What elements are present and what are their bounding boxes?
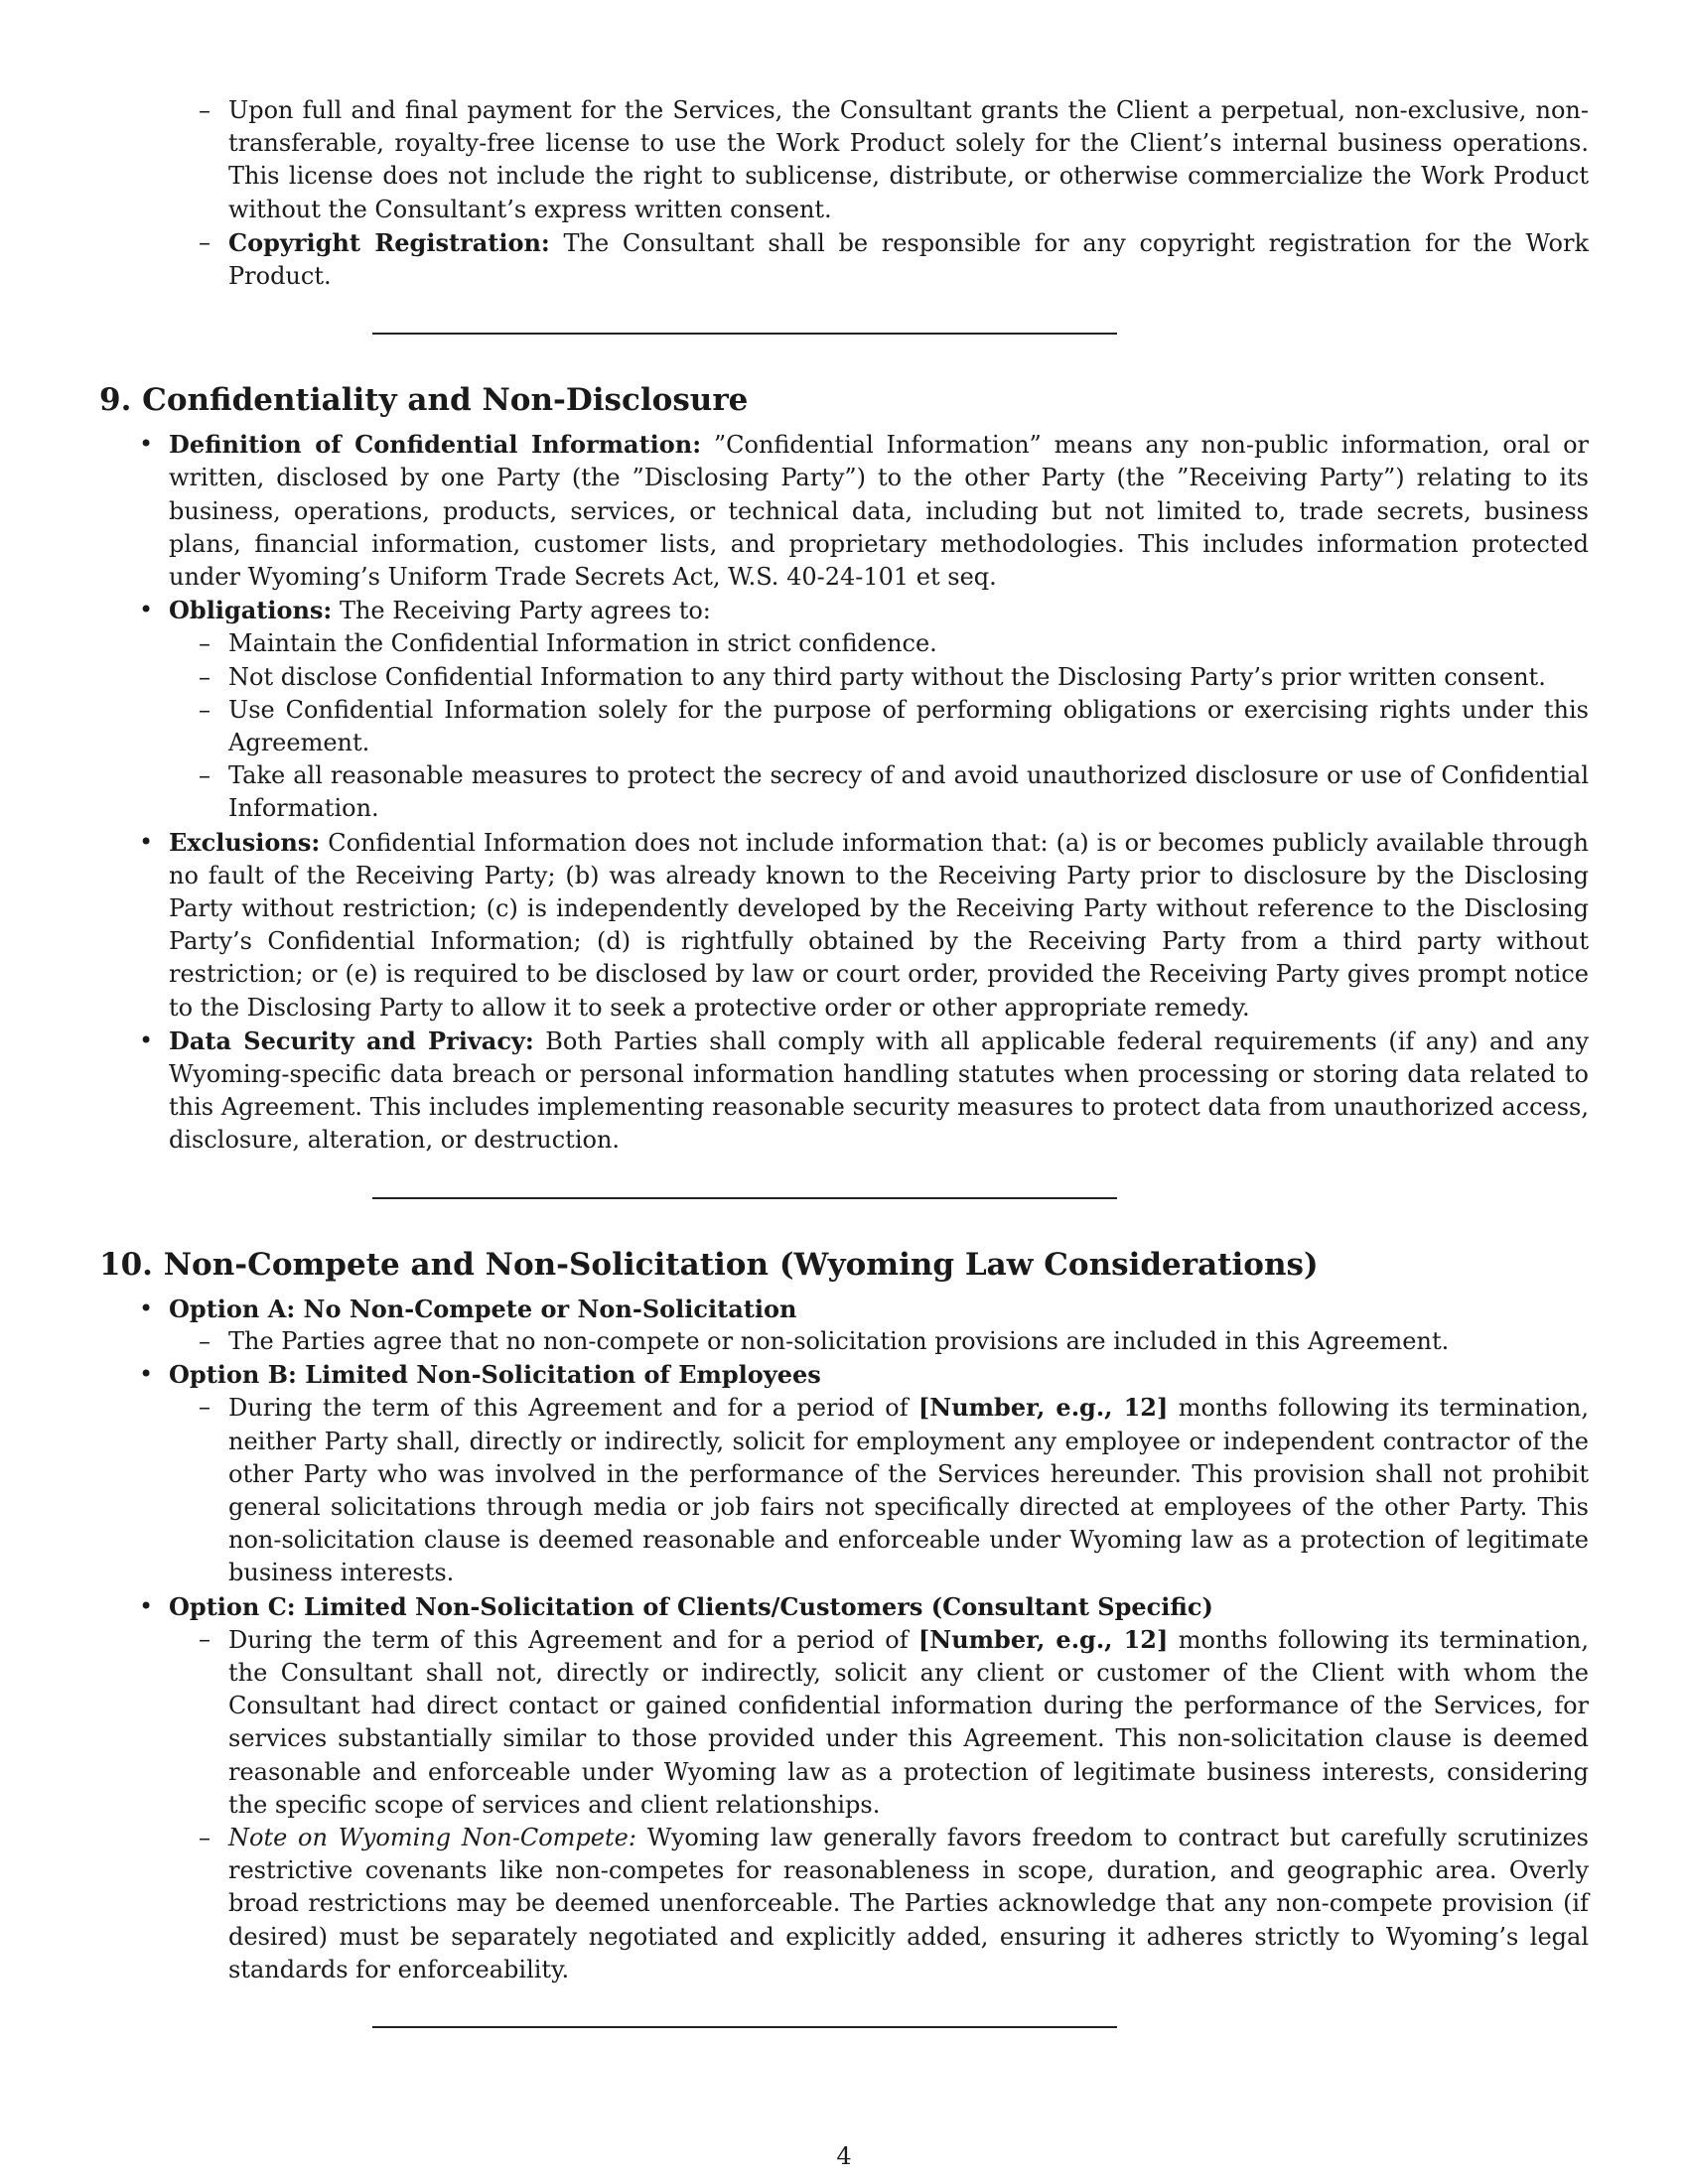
list-item [199,759,1589,825]
definition-label: Definition of Confidential Information: [169,430,702,460]
exclusions-text: Confidential Information does not include information that: (a) is or becomes publicly available through no fault of the Receiving Party; (b) was already known to the Receiving Party prior to disclosure by the Disclosing Party without restriction; (c) is independently developed by the Receiving Party without reference to the Disclosing Party’s Confidential Information; (d) is rightfully obtained by the Receiving Party from a third party without restriction; or (e) is required to be disclosed by law or court order, provided the Receiving Party gives prompt notice to the Disclosing Party to allow it to seek a protective order or other appropriate remedy. [169,828,1589,1022]
section-9-heading: 9. Confidentiality and Non-Disclosure [99,382,749,419]
dash-marker: – [199,1823,211,1851]
option-b-placeholder: [Number, e.g., 12] [917,1393,1169,1423]
dash-marker: – [199,695,211,724]
copyright-label: Copyright Registration: [228,227,550,257]
option-c-pre: During the term of this Agreement and for a period of [228,1625,909,1654]
divider [372,333,1117,335]
section-10-heading: 10. Non-Compete and Non-Solicitation (Wyoming Law Considerations) [99,1246,1319,1283]
list-item [139,826,1589,1024]
page-number: 4 [836,2142,852,2170]
list-item [199,1325,1589,1358]
note-label: Note on Wyoming Non-Compete: [228,1823,636,1851]
bullet-marker: • [139,1360,154,1389]
bullet-marker: • [139,1294,154,1322]
data-security-text: Both Parties shall comply with all applicable federal requirements (if any) and any Wyoming-specific data breach or personal information handling statutes when processing or storing data related to this Agreement. This includes implementing reasonable security measures to protect data from unauthorized access, disclosure, alteration, or destruction. [169,1026,1589,1155]
list-item [199,1391,1589,1589]
option-b-post: months following its termination, neither Party shall, directly or indirectly, solicit for employment any employee or independent contractor of the other Party who was involved in the performance of the Services hereunder. This provision shall not prohibit general solicitations through media or job fairs not specifically directed at employees of the other Party. This non-solicitation clause is deemed reasonable and enforceable under Wyoming law as a protection of legitimate business interests. [228,1394,1589,1587]
data-security-label: Data Security and Privacy: [169,1025,534,1055]
dash-marker: – [199,1624,211,1653]
list-item [199,661,1589,694]
obligation-item: Not disclose Confidential Information to any third party without the Disclosing Party’s prior written consent. [228,662,1546,691]
list-item [199,94,1589,226]
list-item [139,594,1589,627]
bullet-marker: • [139,430,154,459]
option-a-label: Option A: No Non-Compete or Non-Solicitation [169,1294,797,1323]
dash-marker: – [199,96,211,124]
option-b-label: Option B: Limited Non-Solicitation of Employees [169,1360,821,1390]
divider [372,1197,1117,1199]
page-content [99,94,1589,2028]
list-item [139,428,1589,594]
bullet-marker: • [139,596,154,624]
definition-text: ”Confidential Information” means any non-public information, oral or written, disclosed by one Party (the ”Disclosing Party”) to the other Party (the ”Receiving Party”) relating to its business, operations, products, services, or technical data, including but not limited to, trade secrets, business plans, financial information, customer lists, and proprietary methodologies. This includes information protected under Wyoming’s Uniform Trade Secrets Act, W.S. 40-24-101 et seq. [169,431,1589,592]
option-c-label: Option C: Limited Non-Solicitation of Clients/Customers (Consultant Specific) [169,1591,1213,1621]
bullet-marker: • [139,1591,154,1620]
dash-marker: – [199,662,211,691]
obligation-item: Maintain the Confidential Information in strict confidence. [228,629,937,658]
bullet-marker: • [139,1025,154,1054]
note-text: Wyoming law generally favors freedom to contract but carefully scrutinizes restrictive covenants like non-competes for reasonableness in scope, duration, and geographic area. Overly broad restrictions may be deemed unenforceable. The Parties acknowledge that any non-compete provision (if desired) must be separately negotiated and explicitly added, ensuring it adheres strictly to Wyoming’s legal standards for enforceability. [228,1823,1589,1983]
list-item [139,1358,1589,1391]
list-item [199,226,1589,293]
license-text: Upon full and final payment for the Services, the Consultant grants the Client a perpetual, non-exclusive, non-transferable, royalty-free license to use the Work Product solely for the Client’s internal business operations. This license does not include the right to sublicense, distribute, or otherwise commercialize the Work Product without the Consultant’s express written consent. [228,96,1589,223]
option-c-placeholder: [Number, e.g., 12] [917,1624,1169,1654]
list-item [199,1623,1589,1822]
list-item [139,1293,1589,1325]
bullet-marker: • [139,827,154,856]
copyright-text: The Consultant shall be responsible for any copyright registration for the Work Product. [228,228,1589,291]
list-item [199,1822,1589,1986]
list-item [139,1590,1589,1623]
list-item [199,694,1589,759]
obligation-item: Take all reasonable measures to protect the secrecy of and avoid unauthorized disclosure or use of Confidential Information. [228,761,1589,823]
dash-marker: – [199,227,211,256]
dash-marker: – [199,1393,211,1422]
list-item [199,627,1589,660]
option-c-post: months following its termination, the Consultant shall not, directly or indirectly, solicit any client or customer of the Client with whom the Consultant had direct contact or gained confidential information during the performance of the Services, for services substantially similar to those provided under this Agreement. This non-solicitation clause is deemed reasonable and enforceable under Wyoming law as a protection of legitimate business interests, considering the specific scope of services and client relationships. [228,1625,1589,1819]
obligations-label: Obligations: [169,596,333,625]
obligation-item: Use Confidential Information solely for the purpose of performing obligations or exercising rights under this Agreement. [228,695,1589,757]
obligations-text: The Receiving Party agrees to: [339,597,711,625]
exclusions-label: Exclusions: [169,827,321,857]
divider [372,2026,1117,2028]
dash-marker: – [199,1326,211,1355]
option-b-pre: During the term of this Agreement and for a period of [228,1394,909,1423]
list-item [139,1024,1589,1158]
option-a-text: The Parties agree that no non-compete or non-solicitation provisions are included in this Agreement. [228,1326,1450,1355]
dash-marker: – [199,629,211,658]
dash-marker: – [199,761,211,790]
